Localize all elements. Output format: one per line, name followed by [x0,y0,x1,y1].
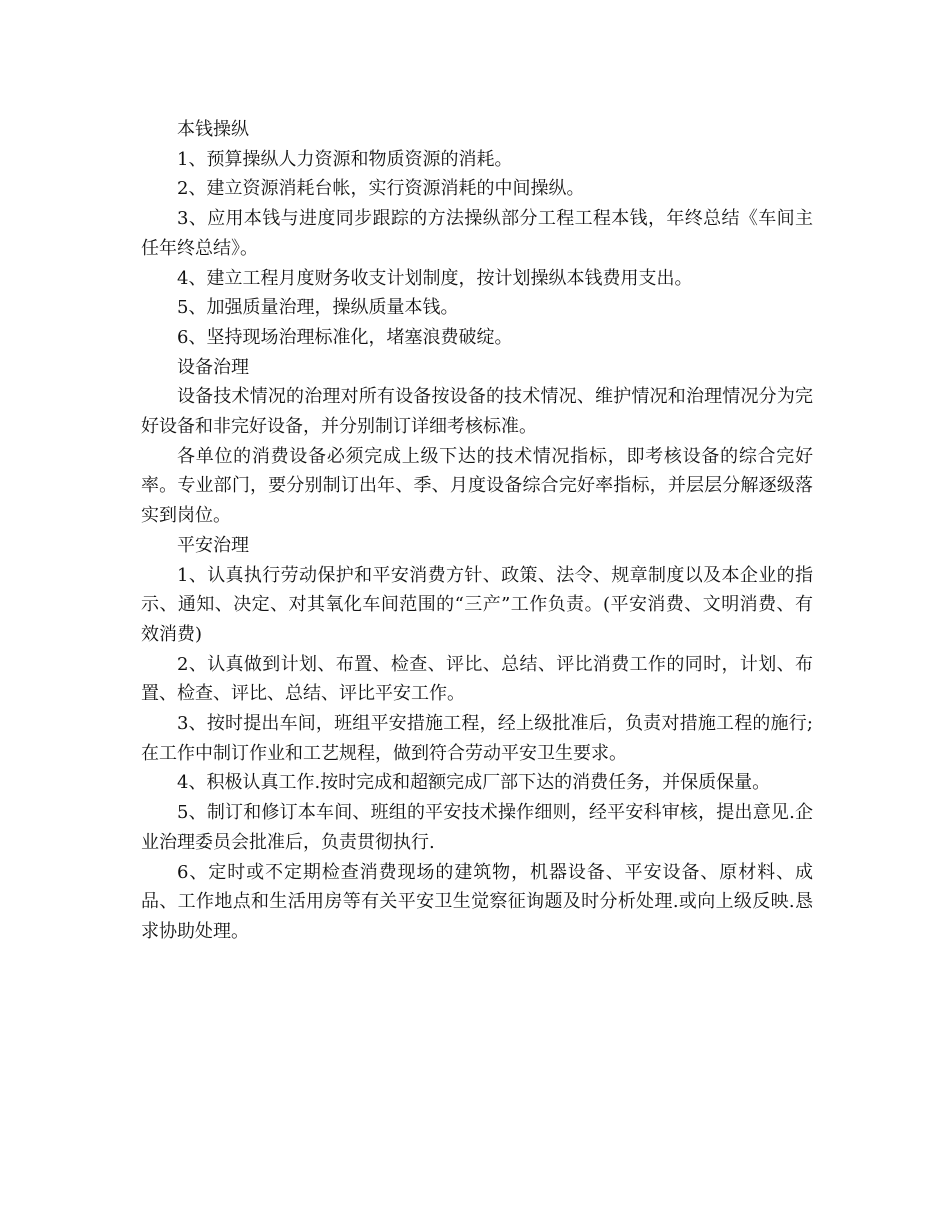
paragraph: 各单位的消费设备必须完成上级下达的技术情况指标，即考核设备的综合完好率。专业部门，要分别制订出年、季、月度设备综合完好率指标，并层层分解逐级落实到岗位。 [141,445,813,527]
section-heading-safety: 平安治理 [177,534,249,556]
paragraph: 3、按时提出车间，班组平安措施工程，经上级批准后，负责对措施工程的施行;在工作中制订作业和工艺规程，做到符合劳动平安卫生要求。 [141,713,813,764]
paragraph: 5、加强质量治理，操纵质量本钱。 [177,297,459,319]
paragraph: 1、认真执行劳动保护和平安消费方针、政策、法令、规章制度以及本企业的指示、通知、决定、对其氧化车间范围的“三产”工作负责。(平安消费、文明消费、有效消费) [141,564,813,645]
section-heading-equipment: 设备治理 [177,356,249,378]
document-body [141,115,813,947]
section-heading-cost-control: 本钱操纵 [177,119,249,140]
paragraph: 5、制订和修订本车间、班组的平安技术操作细则，经平安科审核，提出意见.企业治理委员会批准后，负责贯彻执行. [141,802,813,853]
paragraph: 设备技术情况的治理对所有设备按设备的技术情况、维护情况和治理情况分为完好设备和非完好设备，并分别制订详细考核标准。 [141,386,813,438]
paragraph: 4、建立工程月度财务收支计划制度，按计划操纵本钱费用支出。 [177,267,693,289]
paragraph: 2、认真做到计划、布置、检查、评比、总结、评比消费工作的同时，计划、布置、检查、评比、总结、评比平安工作。 [141,653,813,705]
paragraph: 6、定时或不定期检查消费现场的建筑物，机器设备、平安设备、原材料、成品、工作地点和生活用房等有关平安卫生觉察征询题及时分析处理.或向上级反映.恳求协助处理。 [141,861,813,942]
paragraph: 4、积极认真工作.按时完成和超额完成厂部下达的消费任务，并保质保量。 [177,772,771,794]
paragraph: 2、建立资源消耗台帐，实行资源消耗的中间操纵。 [177,178,585,200]
paragraph: 6、坚持现场治理标准化，堵塞浪费破绽。 [177,326,513,348]
paragraph: 3、应用本钱与进度同步跟踪的方法操纵部分工程工程本钱，年终总结《车间主任年终总结》。 [141,208,813,259]
paragraph: 1、预算操纵人力资源和物质资源的消耗。 [177,148,513,170]
